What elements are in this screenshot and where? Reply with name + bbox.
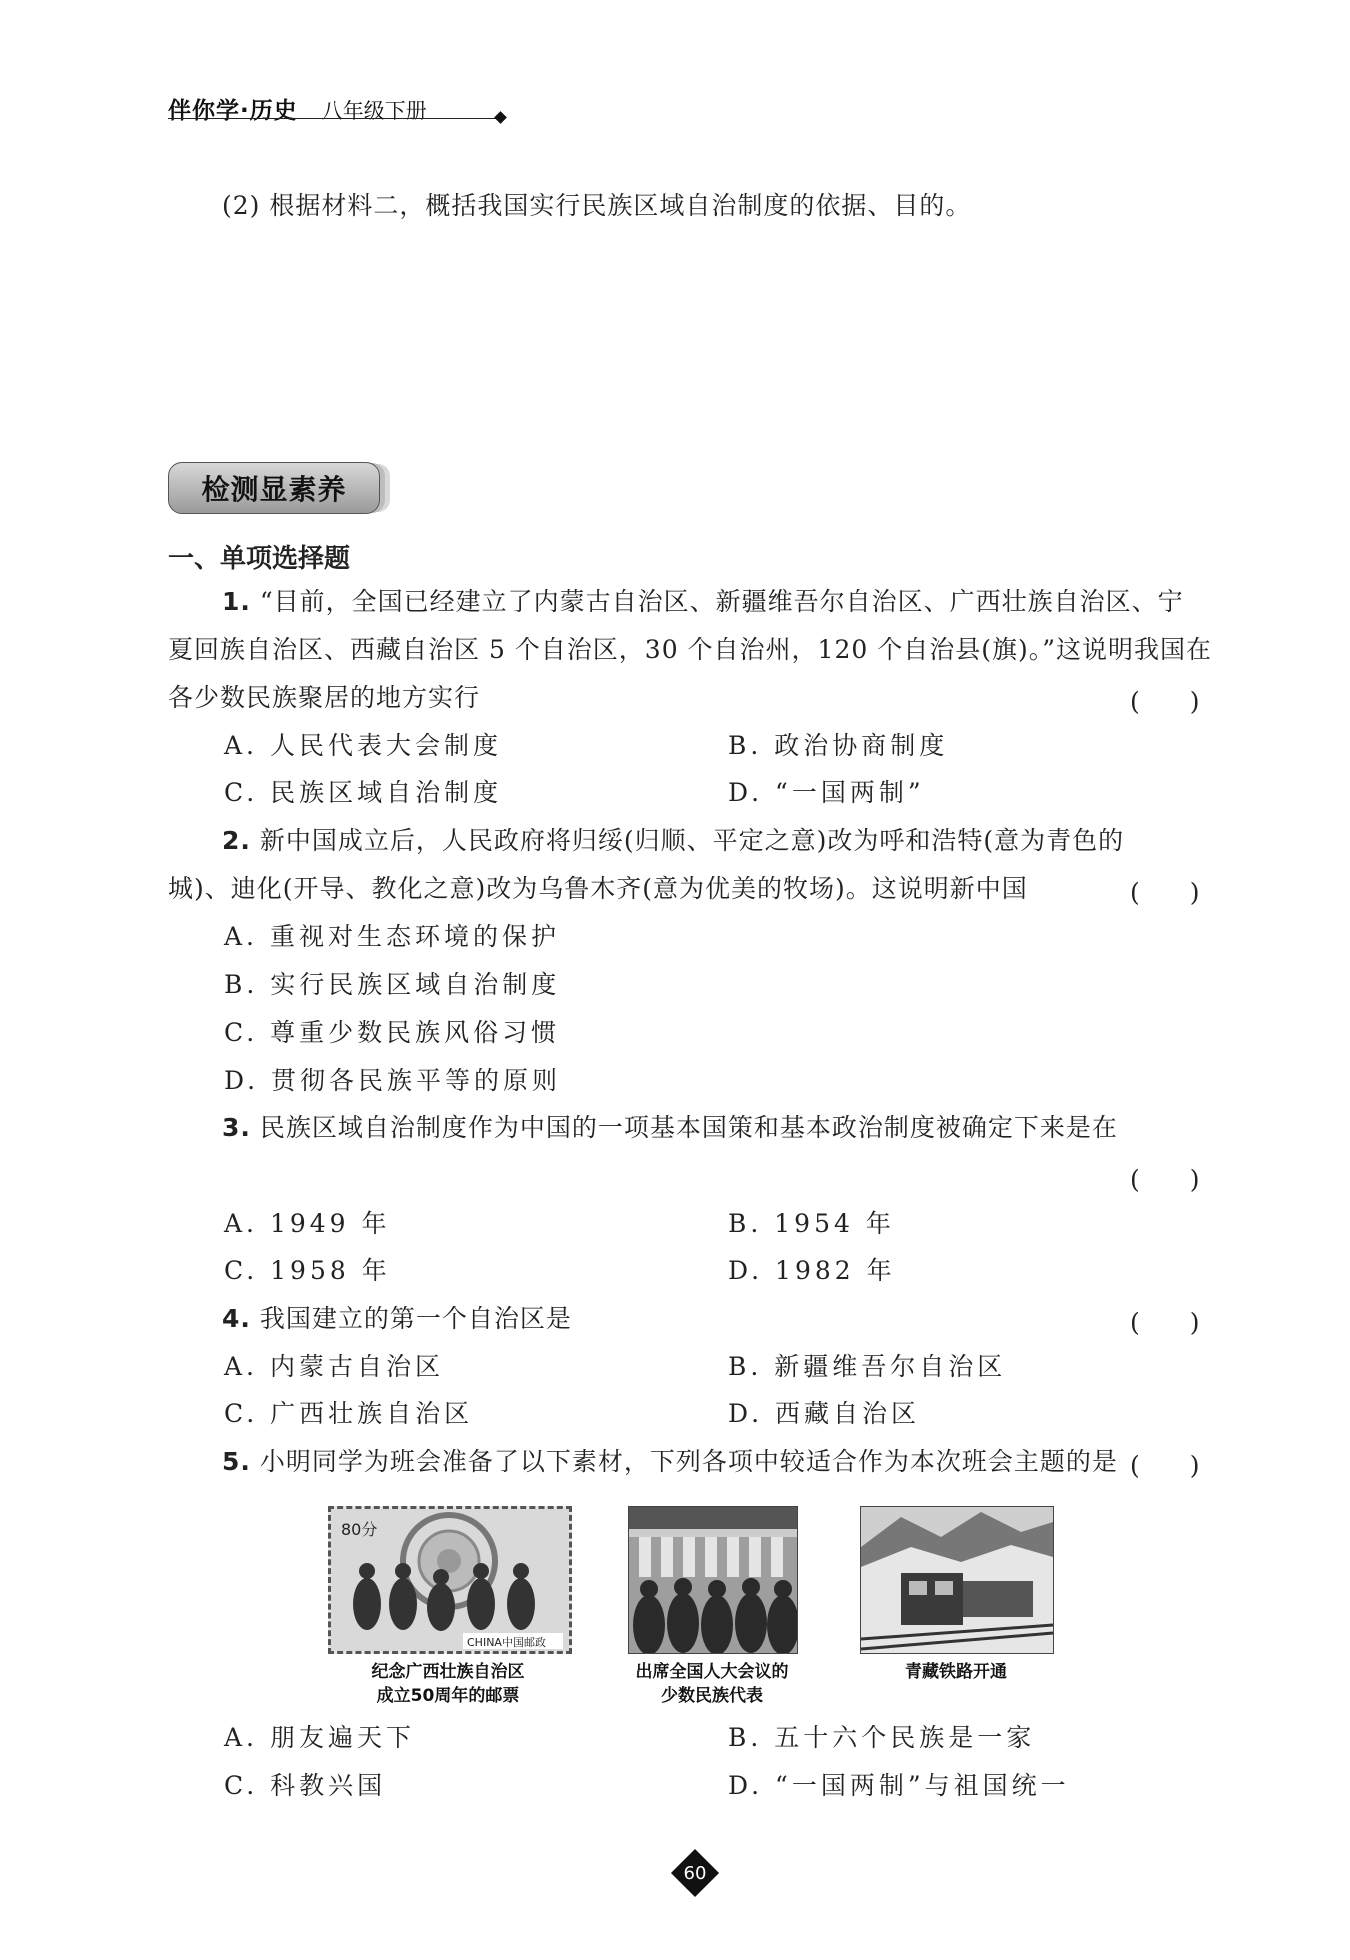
answer-bracket[interactable]: ( ) [1130,878,1200,907]
option-b[interactable]: B. 1954 年 [728,1209,895,1238]
answer-bracket[interactable]: ( ) [1130,1308,1200,1337]
question-number: 3. [222,1113,251,1142]
answer-bracket[interactable]: ( ) [1130,1451,1200,1480]
question-1-line-1: 1. “目前，全国已经建立了内蒙古自治区、新疆维吾尔自治区、广西壮族自治区、宁 [222,587,1184,616]
option-d[interactable]: D. 西藏自治区 [728,1399,921,1428]
section-tag-label: 检测显素养 [201,473,347,506]
option-d[interactable]: D. 1982 年 [728,1256,896,1285]
image-caption: 出席全国人大会议的 少数民族代表 [635,1662,789,1706]
question-2-line-1: 2. 新中国成立后，人民政府将归绥(归顺、平定之意)改为呼和浩特(意为青色的 [222,826,1125,855]
book-title: 伴你学·历史 [168,98,298,124]
question-2-line-2: 城)、迪化(开导、教化之意)改为乌鲁木齐(意为优美的牧场)。这说明新中国 [168,874,1028,903]
section-heading: 一、单项选择题 [168,544,351,574]
volume-label: 八年级下册 [321,99,427,123]
question-3-line-1: 3. 民族区域自治制度作为中国的一项基本国策和基本政治制度被确定下来是在 [222,1113,1118,1142]
option-c[interactable]: C. 尊重少数民族风俗习惯 [224,1018,561,1047]
image-caption: 纪念广西壮族自治区 成立50周年的邮票 [371,1662,525,1706]
option-c[interactable]: C. 1958 年 [224,1256,391,1285]
stamp-illustration [331,1509,569,1651]
option-a[interactable]: A. 内蒙古自治区 [224,1352,444,1381]
page-number [672,1850,718,1896]
question-number: 4. [222,1304,251,1333]
running-header [168,92,427,125]
option-a[interactable]: A. 1949 年 [224,1209,391,1238]
question-1-line-2: 夏回族自治区、西藏自治区 5 个自治区，30 个自治州，120 个自治县(旗)。”这说明我国在 [168,635,1213,664]
question-number: 2. [222,826,251,855]
header-rule [168,118,500,119]
stamp-brand: CHINA中国邮政 [467,1636,546,1649]
stamp-image [328,1506,572,1654]
option-a[interactable]: A. 重视对生态环境的保护 [224,922,560,951]
header-diamond-icon [494,111,507,124]
question-4-line-1: 4. 我国建立的第一个自治区是 [222,1304,572,1333]
option-b[interactable]: B. 新疆维吾尔自治区 [728,1352,1007,1381]
question-number: 5. [222,1447,251,1476]
answer-bracket[interactable]: ( ) [1130,1165,1200,1194]
question-5-line-1: 5. 小明同学为班会准备了以下素材，下列各项中较适合作为本次班会主题的是 [222,1447,1118,1476]
answer-bracket[interactable]: ( ) [1130,687,1200,716]
option-a[interactable]: A. 人民代表大会制度 [224,731,502,760]
option-d[interactable]: D. “一国两制”与祖国统一 [728,1771,1070,1800]
railway-photo [860,1506,1054,1654]
delegates-illustration [629,1507,797,1653]
stamp-value: 80分 [341,1520,378,1539]
option-b[interactable]: B. 政治协商制度 [728,731,949,760]
option-c[interactable]: C. 科教兴国 [224,1771,387,1800]
option-c[interactable]: C. 民族区域自治制度 [224,778,503,807]
question-number: 1. [222,587,251,616]
option-c[interactable]: C. 广西壮族自治区 [224,1399,474,1428]
delegates-photo [628,1506,798,1654]
option-b[interactable]: B. 五十六个民族是一家 [728,1723,1036,1752]
question-1-line-3: 各少数民族聚居的地方实行 [168,683,481,712]
option-b[interactable]: B. 实行民族区域自治制度 [224,970,561,999]
section-tag [168,462,380,514]
page-number-label: 60 [683,1862,707,1884]
sub-question: (2) 根据材料二，概括我国实行民族区域自治制度的依据、目的。 [222,191,972,220]
option-a[interactable]: A. 朋友遍天下 [224,1723,415,1752]
option-d[interactable]: D. “一国两制” [728,778,925,807]
railway-illustration [861,1507,1053,1653]
image-caption: 青藏铁路开通 [905,1662,1007,1682]
option-d[interactable]: D. 贯彻各民族平等的原则 [224,1066,562,1095]
